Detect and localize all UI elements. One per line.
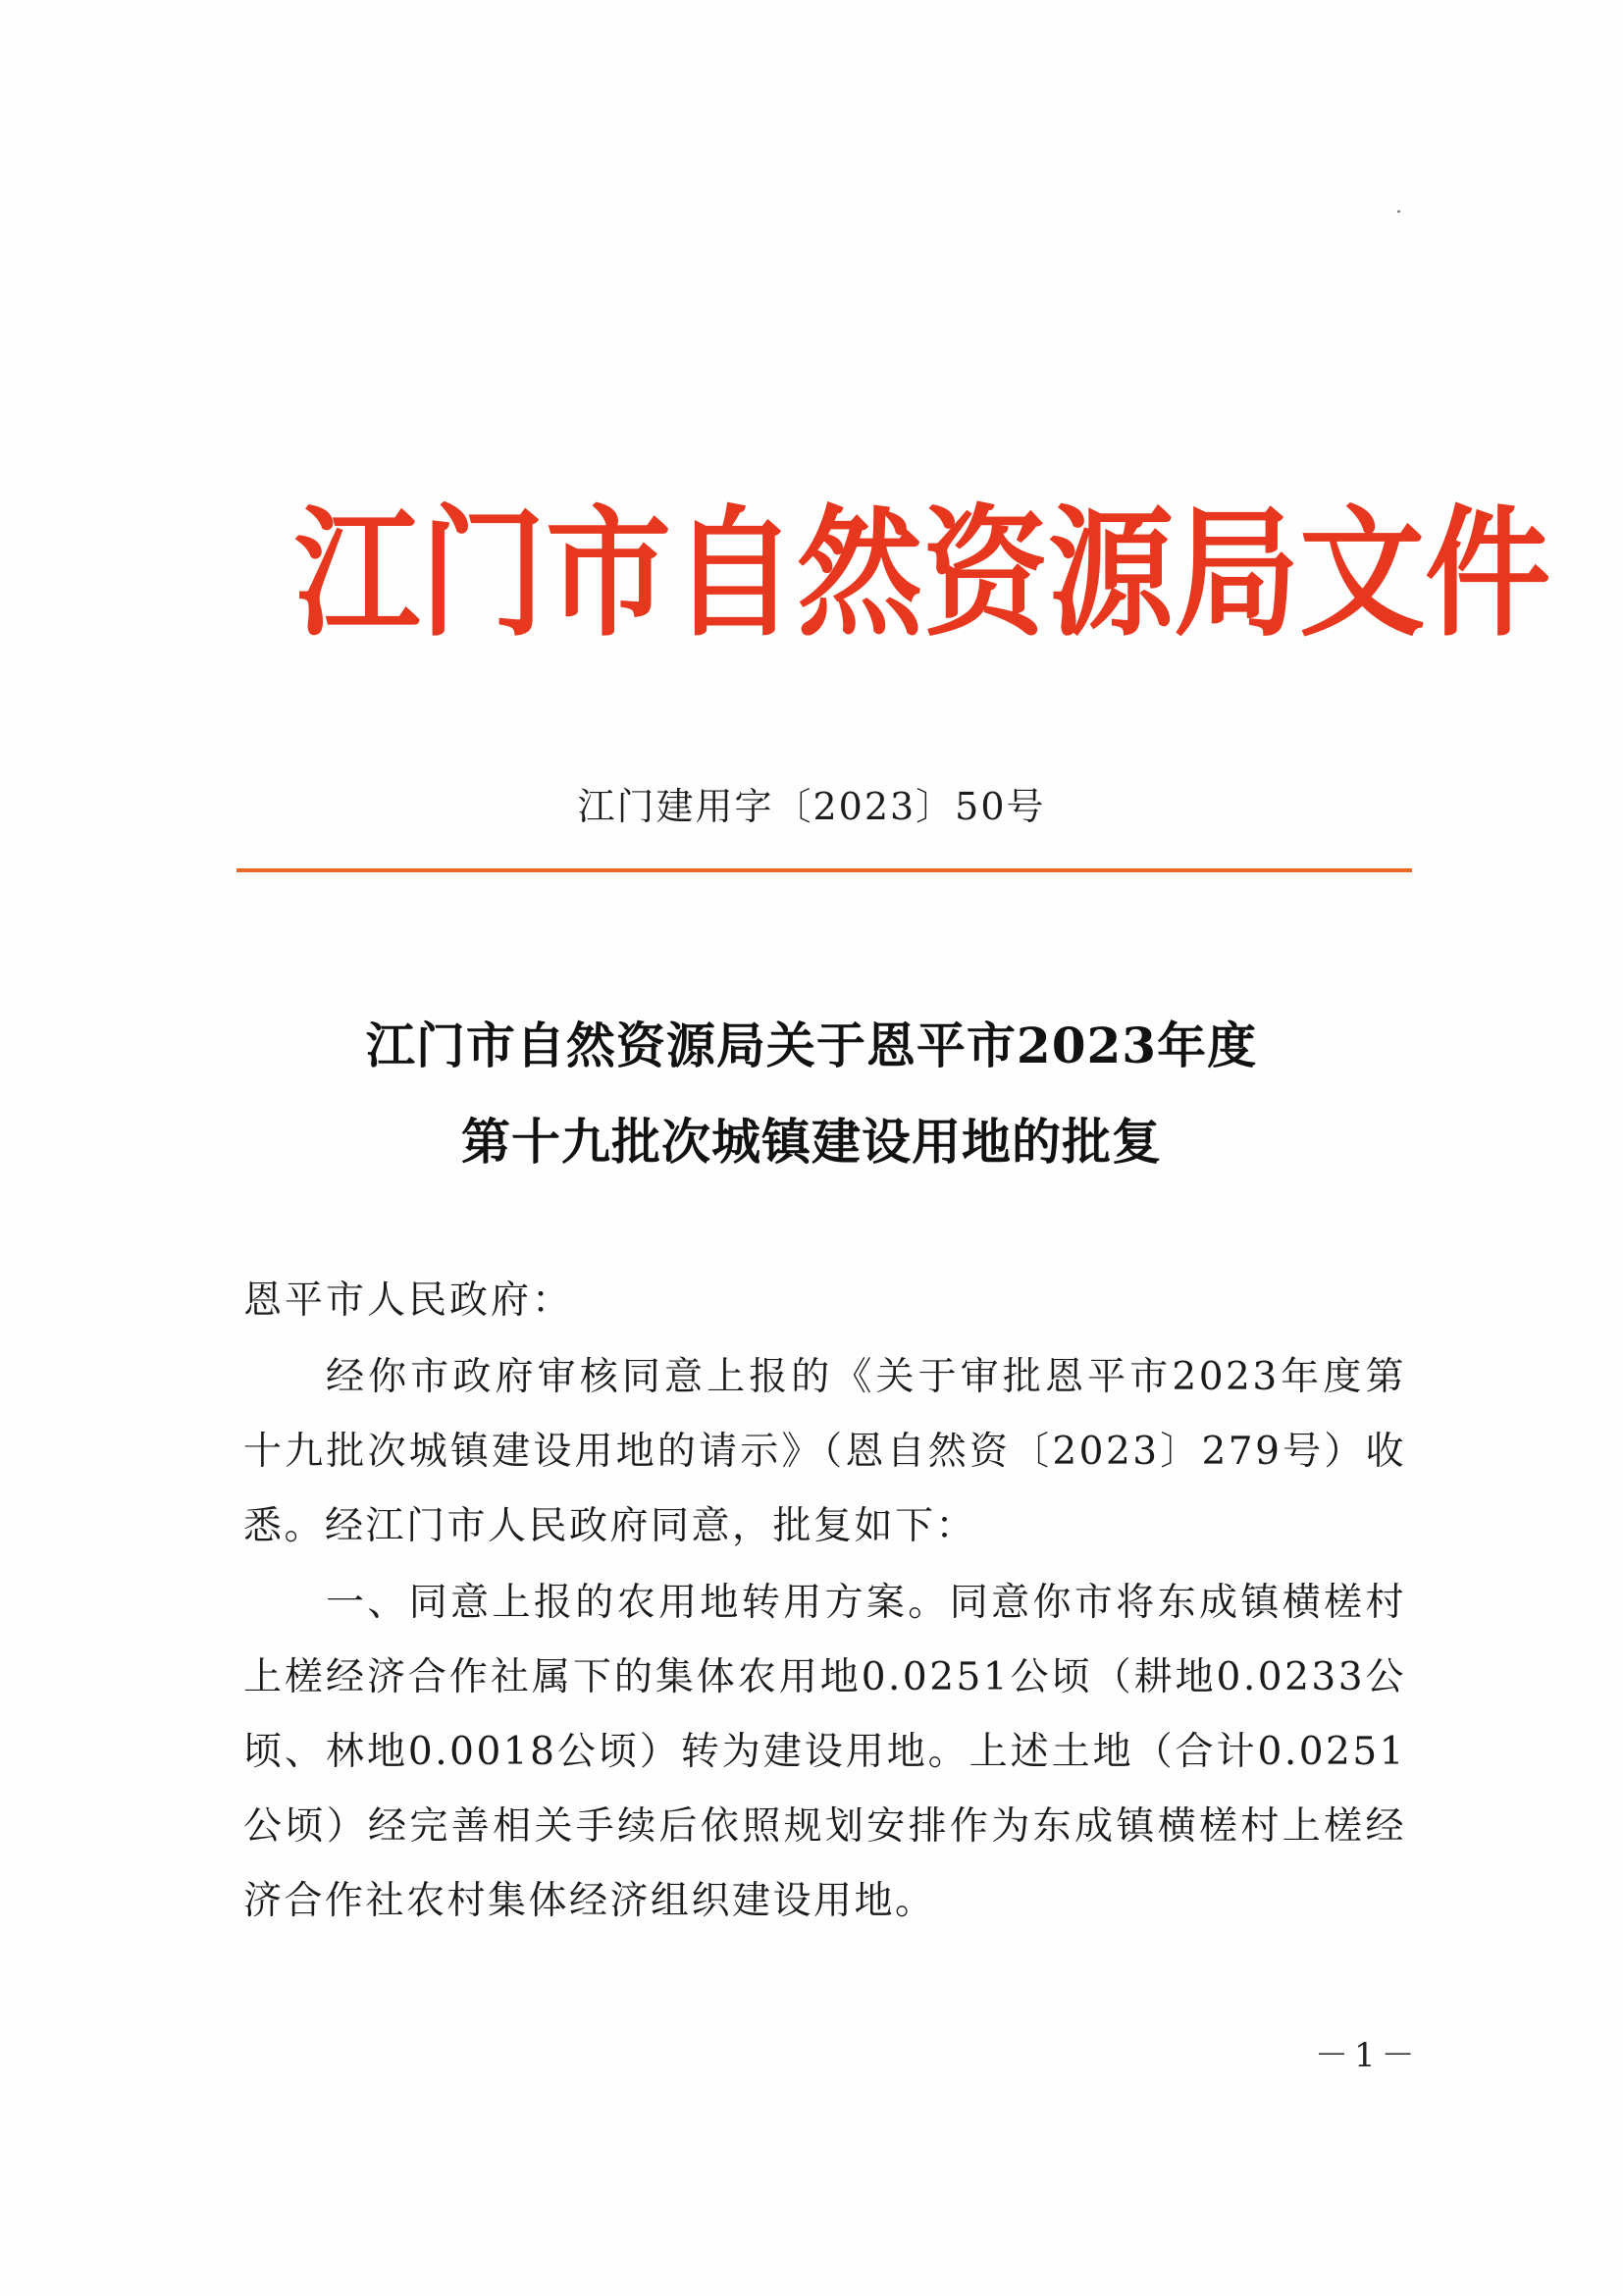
document-title-line-1: 江门市自然资源局关于恩平市2023年度 — [365, 1017, 1258, 1074]
issuer-heading-char: 源 — [1048, 492, 1175, 656]
issuer-heading-char: 门 — [420, 492, 547, 656]
issuer-heading-char: 局 — [1174, 492, 1300, 656]
issuer-heading-char: 市 — [546, 492, 672, 656]
document-title-line-2: 第十九批次城镇建设用地的批复 — [461, 1113, 1162, 1171]
body-paragraph: 经你市政府审核同意上报的《关于审批恩平市2023年度第十九批次城镇建设用地的请示》（恩自然资〔2023〕279号）收悉。经江门市人民政府同意，批复如下： — [243, 1355, 1406, 1548]
issuer-heading-char: 件 — [1425, 492, 1551, 656]
issuer-heading-char: 江 — [294, 492, 421, 656]
header-divider — [236, 868, 1412, 872]
issuer-heading-char: 然 — [797, 492, 923, 656]
scan-speck — [1397, 210, 1400, 213]
issuer-heading-char: 资 — [922, 492, 1049, 656]
salutation: 恩平市人民政府： — [243, 1278, 574, 1323]
body-paragraph: 一、同意上报的农用地转用方案。同意你市将东成镇横槎村上槎经济合作社属下的集体农用地0.0251公顷（耕地0.0233公顷、林地0.0018公顷）转为建设用地。上述土地（合计0.0251公顷）经完善相关手续后依照规划安排作为东成镇横槎村上槎经济合作社农村集体经济组织建设用地。 — [243, 1581, 1406, 1923]
issuer-heading — [294, 491, 1551, 657]
issuer-heading-char: 文 — [1299, 492, 1426, 656]
issuer-heading-char: 自 — [671, 492, 798, 656]
page-number: －1－ — [1315, 2036, 1421, 2075]
document-number: 江门建用字〔2023〕50号 — [577, 785, 1046, 828]
